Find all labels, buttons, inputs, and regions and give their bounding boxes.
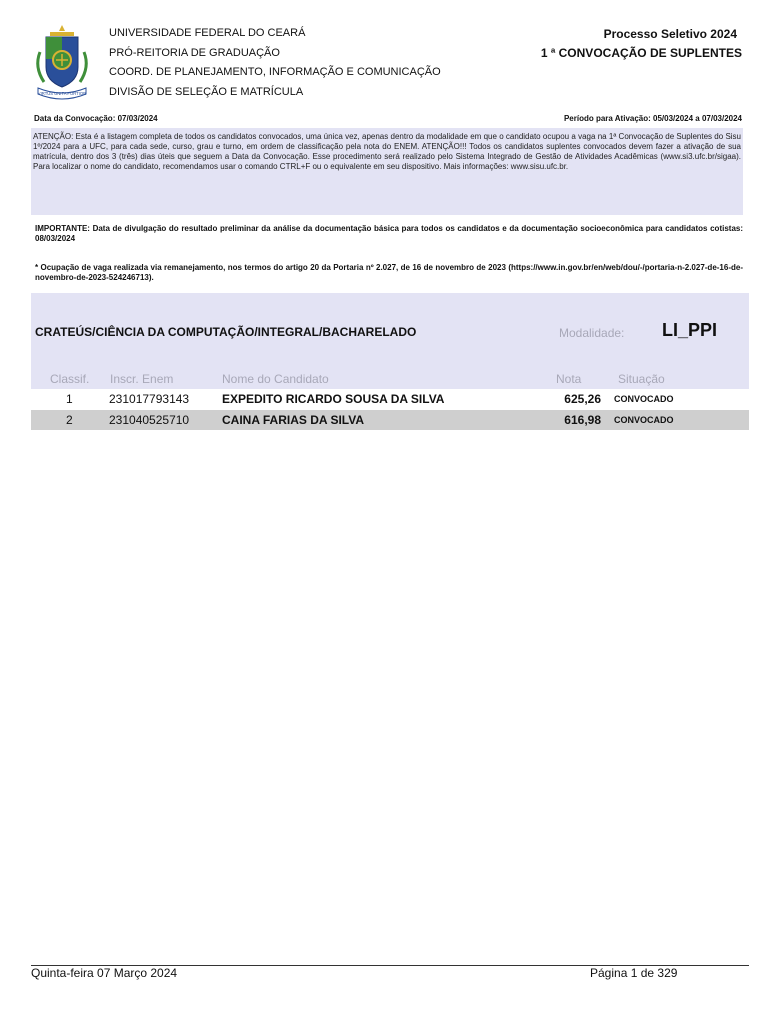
row-status: CONVOCADO <box>614 415 674 425</box>
column-header-score: Nota <box>556 372 582 386</box>
row-classif: 2 <box>66 413 73 427</box>
institution-line-university: UNIVERSIDADE FEDERAL DO CEARÁ <box>109 27 306 39</box>
important-notice: IMPORTANTE: Data de divulgação do resultado preliminar da análise da documentação básica para todos os candidatos e da documentação socioeconômica para candidatos cotistas: 08/03/2024 <box>35 224 743 243</box>
convocation-date: Data da Convocação: 07/03/2024 <box>34 114 158 123</box>
institution-header <box>109 24 441 102</box>
institution-line-prorectorate: PRÓ-REITORIA DE GRADUAÇÃO <box>109 46 280 59</box>
row-candidate-name: CAINA FARIAS DA SILVA <box>222 413 365 427</box>
column-header-candidate-name: Nome do Candidato <box>222 372 329 386</box>
activation-period: Período para Ativação: 05/03/2024 a 07/03/2024 <box>563 114 742 123</box>
row-inscr-enem: 231040525710 <box>109 413 190 427</box>
institution-line-division: DIVISÃO DE SELEÇÃO E MATRÍCULA <box>109 85 304 98</box>
course-title: CRATEÚS/CIÊNCIA DA COMPUTAÇÃO/INTEGRAL/BACHARELADO <box>35 325 417 339</box>
process-subtitle: 1 ª CONVOCAÇÃO DE SUPLENTES <box>540 46 742 60</box>
footer-date: Quinta-feira 07 Março 2024 <box>31 966 178 980</box>
modality-value: LI_PPI <box>662 320 718 340</box>
process-title: Processo Seletivo 2024 <box>603 27 737 41</box>
row-inscr-enem: 231017793143 <box>109 392 190 406</box>
logo-motto: VIRTUS UNITA FORTIOR <box>37 91 87 96</box>
row-classif: 1 <box>66 392 73 406</box>
column-header-inscr-enem: Inscr. Enem <box>110 372 174 386</box>
modality-label: Modalidade: <box>559 326 625 340</box>
page-number: Página 1 de 329 <box>590 966 678 980</box>
course-panel <box>31 293 749 389</box>
table-row <box>31 410 749 430</box>
column-header-status: Situação <box>618 372 665 386</box>
row-score: 616,98 <box>564 413 601 427</box>
process-title-block <box>541 25 742 63</box>
ufc-coat-of-arms-logo <box>32 22 92 104</box>
column-header-classif: Classif. <box>50 372 90 386</box>
row-status: CONVOCADO <box>614 394 674 404</box>
attention-notice: ATENÇÃO: Esta é a listagem completa de todos os candidatos convocados, uma única vez, apenas dentro da modalidade em que o candidato ocupou a vaga na 1ª Convocação de Suplentes do Sisu 1º/2024 para a UFC, para cada sede, curso, grau e turno, em ordem de classificação pela nota do ENEM. ATENÇÃO!!! Todos os candidatos suplentes convocados devem fazer a ativação de sua matrícula, dentro dos 3 (três) dias úteis que seguem a Data da Convocação. Esse procedimento será realizado pelo Sistema Integrado de Gestão de Atividades Acadêmicas (www.si3.ufc.br/sigaa). Para localizar o nome do candidato, recomendamos usar o comando CTRL+F ou o equivalente em seu dispositivo. Mais informações: www.sisu.ufc.br. <box>31 128 743 215</box>
row-candidate-name: EXPEDITO RICARDO SOUSA DA SILVA <box>222 392 445 406</box>
table-row <box>31 389 749 409</box>
institution-line-coordination: COORD. DE PLANEJAMENTO, INFORMAÇÃO E COMUNICAÇÃO <box>109 66 441 79</box>
row-score: 625,26 <box>564 392 601 406</box>
reallocation-footnote: * Ocupação de vaga realizada via remanejamento, nos termos do artigo 20 da Portaria nº 2.027, de 16 de novembro de 2023 (https://www.in.gov.br/en/web/dou/-/portaria-n-2.027-de-16-de-novembro-de-2023-524246713). <box>35 263 743 282</box>
